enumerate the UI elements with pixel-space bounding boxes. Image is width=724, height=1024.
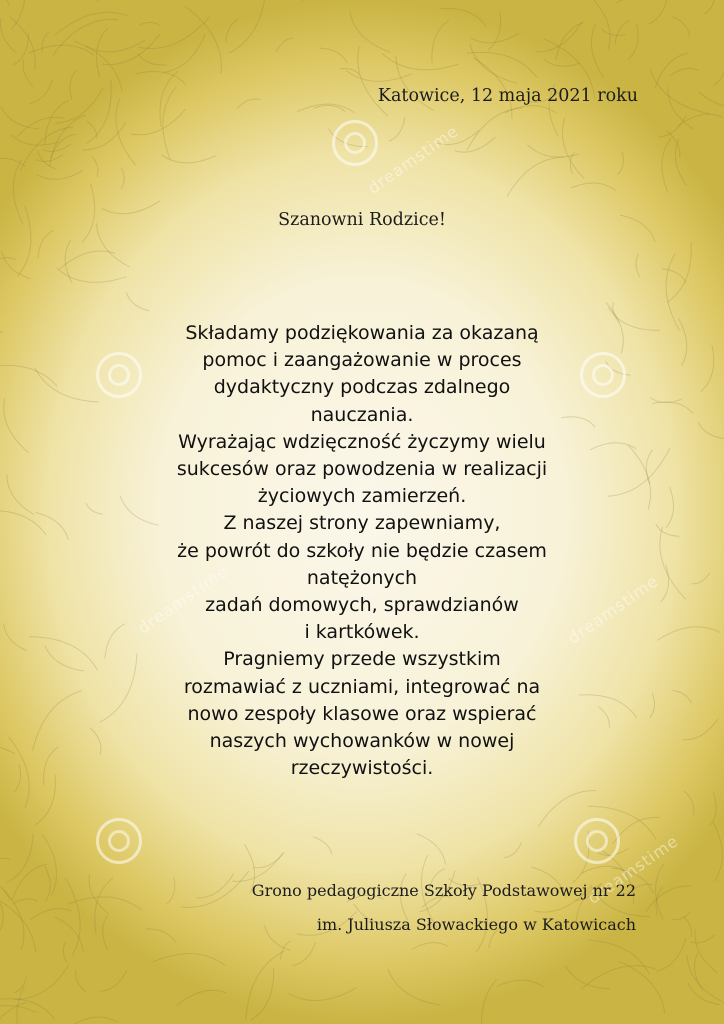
texture-fiber — [655, 53, 688, 88]
texture-fiber — [89, 874, 108, 914]
texture-fiber — [0, 892, 3, 931]
body-line: Pragniemy przede wszystkim — [223, 648, 501, 671]
texture-fiber — [0, 511, 46, 535]
texture-fiber — [677, 114, 723, 126]
body-line: natężonych — [306, 566, 418, 589]
texture-fiber — [54, 917, 83, 953]
texture-fiber — [675, 139, 686, 185]
texture-fiber — [673, 911, 691, 919]
texture-fiber — [455, 137, 496, 152]
texture-fiber — [672, 16, 689, 37]
texture-fiber — [704, 0, 715, 14]
texture-fiber — [76, 971, 87, 993]
texture-fiber — [678, 318, 686, 366]
texture-fiber — [92, 156, 98, 176]
texture-fiber — [243, 0, 303, 2]
texture-fiber — [103, 915, 108, 950]
body-line: naszych wychowanków w nowej — [209, 730, 515, 753]
body-line: rzeczywistości. — [290, 757, 434, 780]
watermark-text: dreamstime — [584, 831, 682, 908]
texture-fiber — [412, 943, 449, 950]
texture-fiber — [55, 12, 128, 35]
texture-fiber — [226, 19, 238, 42]
texture-fiber — [0, 365, 57, 386]
texture-fiber — [646, 886, 692, 912]
body-line: sukcesów oraz powodzenia w realizacji — [176, 458, 548, 481]
texture-fiber — [4, 891, 23, 950]
texture-fiber — [102, 34, 160, 65]
body-line: zadań domowych, sprawdzianów — [205, 594, 519, 617]
texture-fiber — [140, 22, 161, 26]
texture-fiber — [698, 422, 724, 439]
texture-fiber — [1, 19, 17, 53]
texture-fiber — [95, 0, 106, 2]
texture-fiber — [657, 627, 720, 641]
texture-fiber — [251, 968, 274, 1020]
texture-fiber — [44, 747, 59, 785]
texture-fiber — [701, 345, 714, 391]
texture-fiber — [1, 106, 39, 129]
texture-fiber — [432, 20, 449, 63]
texture-fiber — [68, 897, 142, 911]
texture-fiber — [504, 843, 521, 858]
texture-fiber — [0, 331, 3, 357]
texture-fiber — [7, 474, 34, 515]
texture-fiber — [619, 961, 665, 1013]
texture-fiber — [662, 138, 671, 192]
texture-fiber — [667, 242, 691, 302]
texture-fiber — [73, 1017, 116, 1024]
texture-fiber — [35, 512, 68, 539]
texture-fiber — [4, 624, 27, 651]
texture-fiber — [497, 980, 544, 987]
texture-fiber — [659, 116, 686, 137]
texture-fiber — [690, 935, 715, 943]
texture-fiber — [14, 34, 29, 65]
texture-fiber — [164, 34, 205, 72]
texture-fiber — [714, 47, 724, 86]
texture-fiber — [167, 877, 175, 904]
texture-fiber — [9, 737, 30, 807]
texture-fiber — [29, 45, 94, 55]
texture-fiber — [388, 969, 441, 1005]
texture-fiber — [14, 764, 21, 792]
texture-fiber — [591, 24, 603, 77]
texture-fiber — [0, 258, 15, 264]
texture-fiber — [7, 834, 33, 883]
body-line: życiowych zamierzeń. — [257, 485, 467, 508]
texture-fiber — [714, 823, 723, 881]
watermark-text: dreamstime — [364, 121, 462, 198]
texture-fiber — [30, 909, 71, 921]
texture-fiber — [650, 693, 655, 718]
texture-fiber — [14, 977, 26, 993]
texture-fiber — [33, 691, 82, 751]
watermark-logo — [332, 120, 378, 166]
texture-fiber — [652, 402, 693, 413]
texture-fiber — [37, 170, 84, 179]
texture-fiber — [695, 953, 703, 991]
texture-fiber — [0, 893, 36, 952]
texture-fiber — [710, 792, 717, 826]
texture-fiber — [470, 44, 518, 83]
texture-fiber — [350, 11, 391, 52]
texture-fiber — [45, 866, 50, 902]
texture-fiber — [14, 899, 38, 903]
body-line: rozmawiać z uczniami, integrować na — [183, 675, 541, 698]
texture-fiber — [672, 690, 691, 703]
texture-fiber — [70, 70, 77, 101]
texture-fiber — [389, 117, 405, 141]
body-line: nauczania. — [310, 403, 414, 426]
texture-fiber — [505, 106, 556, 113]
texture-fiber — [527, 145, 578, 157]
texture-fiber — [0, 0, 10, 5]
body-line: nowo zespoły klasowe oraz wspierać — [187, 702, 537, 725]
body-line: Wyrażając wdzięczność życzymy wielu — [178, 430, 546, 453]
texture-fiber — [59, 251, 115, 269]
texture-fiber — [601, 29, 625, 36]
watermark-text: dreamstime — [134, 561, 232, 638]
texture-fiber — [319, 48, 347, 63]
letter-signature — [252, 874, 636, 942]
texture-fiber — [669, 68, 698, 76]
texture-fiber — [138, 17, 209, 49]
texture-fiber — [382, 54, 459, 70]
texture-fiber — [12, 864, 48, 900]
texture-fiber — [488, 12, 501, 51]
texture-fiber — [23, 59, 33, 87]
watermark-logo — [574, 818, 620, 864]
texture-fiber — [253, 852, 284, 868]
texture-fiber — [35, 368, 99, 402]
texture-fiber — [482, 979, 497, 1024]
texture-fiber — [649, 0, 668, 24]
texture-fiber — [656, 938, 686, 971]
texture-fiber — [636, 254, 640, 277]
texture-fiber — [17, 117, 65, 137]
texture-fiber — [86, 40, 145, 51]
texture-fiber — [152, 954, 225, 966]
texture-fiber — [684, 791, 694, 815]
texture-fiber — [471, 33, 519, 42]
texture-fiber — [666, 487, 674, 528]
texture-fiber — [29, 80, 52, 104]
body-line: że powrót do szkoły nie będzie czasem — [177, 539, 547, 562]
texture-fiber — [42, 32, 49, 53]
texture-fiber — [95, 878, 113, 934]
texture-fiber — [196, 873, 234, 898]
texture-fiber — [181, 871, 249, 907]
texture-fiber — [2, 251, 30, 278]
letter-date: Katowice, 12 maja 2021 roku — [377, 86, 638, 106]
texture-fiber — [65, 878, 80, 956]
texture-fiber — [121, 168, 124, 189]
texture-fiber — [662, 269, 686, 283]
body-line: i kartkówek. — [304, 621, 420, 644]
texture-fiber — [699, 92, 724, 108]
texture-fiber — [35, 775, 55, 825]
watermark-text: dreamstime — [564, 571, 662, 648]
body-line: dydaktyczny podczas zdalnego — [213, 376, 511, 399]
texture-fiber — [146, 929, 176, 943]
texture-fiber — [14, 964, 69, 999]
body-line: Składamy podziękowania za okazaną — [185, 322, 539, 344]
texture-fiber — [571, 183, 616, 191]
texture-fiber — [661, 564, 669, 602]
letter-greeting: Szanowni Rodzice! — [278, 210, 446, 230]
watermark-logo — [96, 818, 142, 864]
texture-fiber — [135, 71, 186, 84]
texture-fiber — [96, 28, 107, 77]
texture-fiber — [650, 69, 710, 114]
texture-fiber — [126, 292, 149, 310]
texture-fiber — [588, 940, 650, 975]
texture-fiber — [615, 20, 630, 44]
texture-fiber — [63, 942, 67, 962]
texture-fiber — [507, 157, 564, 197]
texture-fiber — [441, 8, 487, 26]
texture-fiber — [616, 0, 659, 3]
texture-fiber — [288, 988, 356, 1001]
texture-fiber — [566, 966, 610, 989]
texture-fiber — [177, 990, 226, 1005]
texture-fiber — [292, 942, 315, 965]
texture-fiber — [313, 837, 332, 855]
texture-fiber — [684, 917, 692, 937]
body-line: Z naszej strony zapewniamy, — [223, 512, 501, 535]
texture-fiber — [82, 122, 126, 150]
texture-fiber — [38, 231, 53, 258]
texture-fiber — [4, 398, 29, 452]
texture-fiber — [10, 17, 35, 70]
body-line: pomoc i zaangażowanie w proces — [202, 349, 522, 372]
texture-fiber — [682, 719, 717, 740]
texture-fiber — [163, 87, 176, 160]
texture-fiber — [544, 59, 579, 66]
texture-fiber — [417, 834, 446, 865]
letter-body — [100, 320, 624, 782]
texture-fiber — [50, 115, 86, 166]
texture-fiber — [131, 109, 186, 135]
texture-fiber — [660, 527, 686, 600]
texture-fiber — [692, 573, 710, 584]
signature-line: im. Juliusza Słowackiego w Katowicach — [316, 915, 636, 934]
texture-fiber — [237, 99, 261, 109]
texture-fiber — [229, 0, 267, 53]
texture-fiber — [563, 118, 584, 179]
texture-fiber — [618, 151, 624, 174]
texture-fiber — [0, 745, 15, 758]
signature-line: Grono pedagogiczne Szkoły Podstawowej nr 22 — [251, 881, 636, 900]
texture-fiber — [628, 23, 638, 59]
texture-fiber — [276, 38, 293, 52]
texture-fiber — [86, 80, 111, 144]
texture-fiber — [688, 983, 720, 1005]
texture-fiber — [340, 69, 360, 76]
texture-fiber — [467, 52, 537, 77]
texture-fiber — [100, 970, 126, 991]
texture-fiber — [138, 53, 167, 65]
texture-fiber — [467, 108, 523, 151]
texture-fiber — [666, 254, 679, 331]
texture-fiber — [0, 858, 10, 887]
texture-fiber — [246, 951, 285, 1020]
